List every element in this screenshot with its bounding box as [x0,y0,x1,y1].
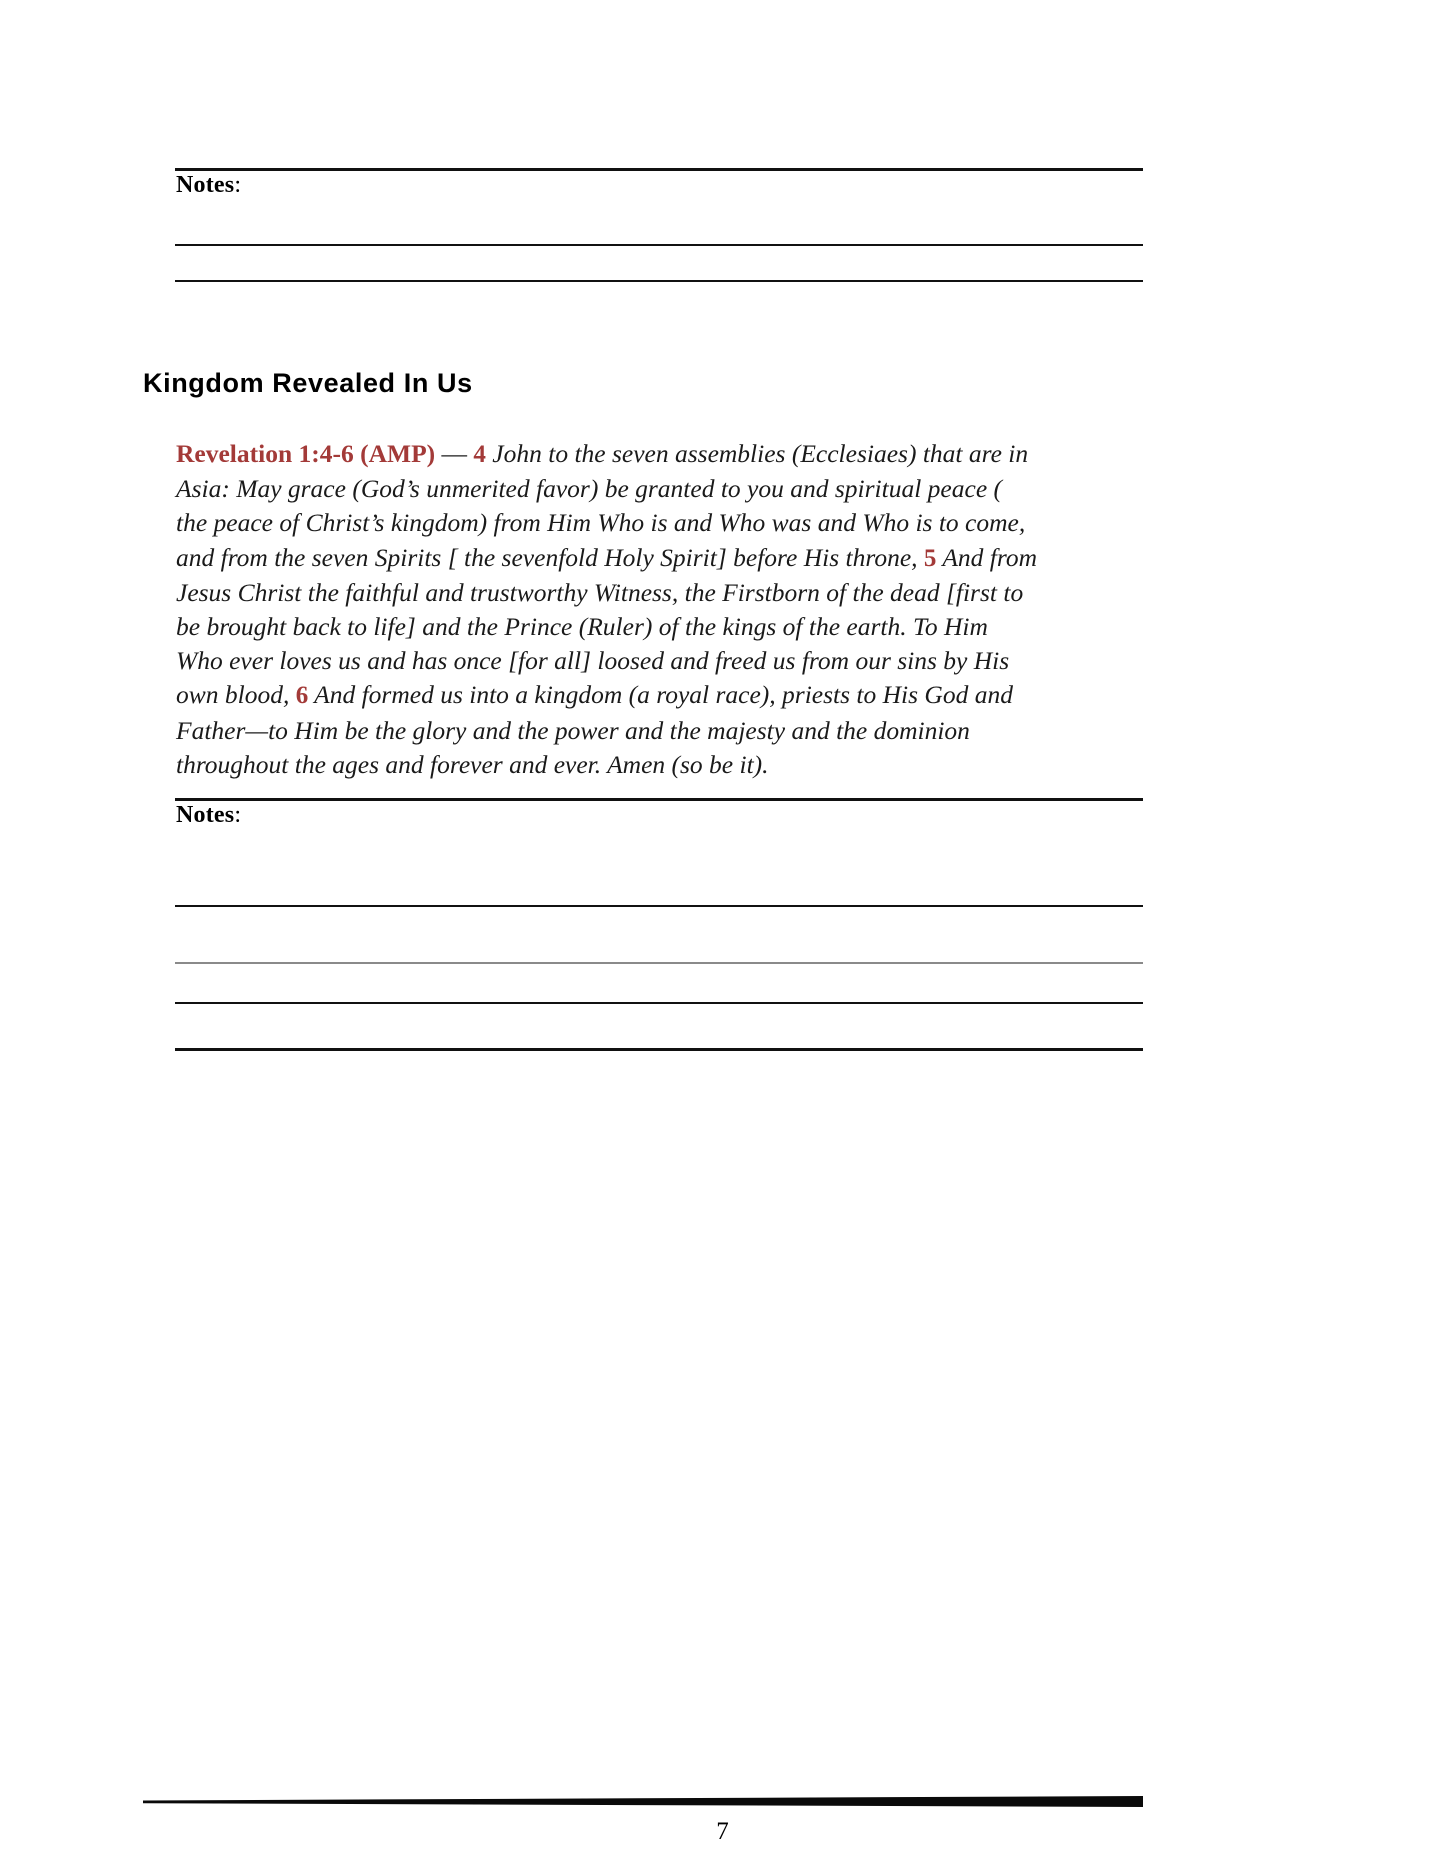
notes-bottom-rule-2 [175,905,1143,907]
verse-number-6: 6 [295,682,309,710]
notes-top-rule-1 [175,168,1143,171]
verse-text-6: And formed us into a kingdom (a royal race), priests to His God and Father—to Him be the glory and the power and the majesty and the dominion throughout the ages and forever and ever. Amen (so be it). [176,680,1013,779]
notes-bottom-label-word: Notes [176,802,235,828]
notes-top-label [176,172,241,199]
verse-number-4: 4 [473,441,486,468]
notes-bottom-label [176,802,241,829]
notes-bottom-rule-4 [175,1002,1143,1004]
notes-top-rule-3 [175,280,1143,282]
page-title: Kingdom Revealed In Us [143,368,473,398]
scripture-dash: — [435,439,474,468]
notes-bottom-rule-1 [175,798,1143,801]
notes-top-rule-2 [175,244,1143,246]
notes-bottom-label-colon: : [234,802,242,828]
scripture-passage [176,437,1038,782]
verse-text-4: John to the seven assemblies (Ecclesiaes) that are in Asia: May grace (God’s unmerited favor) be granted to you and spiritual peace ( the peace of Christ’s kingdom) from Him Who is and Who was and Who is to come, and from the seven Spirits [ the sevenfold Holy Spirit] before His throne, [176,439,1029,572]
notes-bottom-rule-5 [175,1048,1143,1051]
notes-bottom-rule-3 [175,962,1143,964]
page-number: 7 [716,1818,729,1845]
verse-number-5: 5 [923,544,937,572]
verse-text-5: And from Jesus Christ the faithful and trustworthy Witness, the Firstborn of the dead [first to be brought back to life] and the Prince (Ruler) of the kings of the earth. To Him Who ever loves us and has once [for all] loosed and freed us from our sins by His own blood, [176,542,1037,710]
notes-top-label-colon: : [234,172,242,198]
footer-divider [143,1796,1143,1810]
scripture-reference: Revelation 1:4-6 (AMP) [176,439,436,468]
notes-top-label-word: Notes [176,172,235,198]
